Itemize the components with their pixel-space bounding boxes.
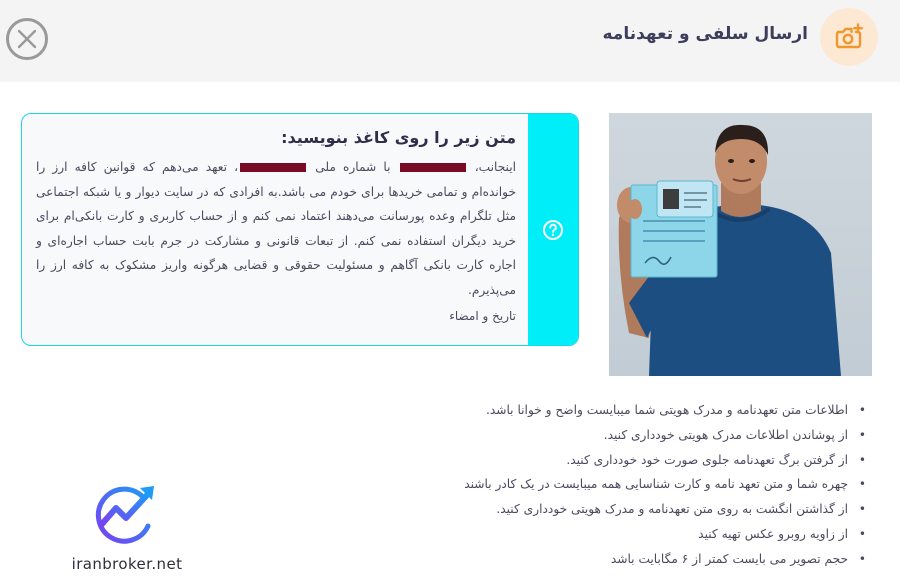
body-start: اینجانب، [474, 160, 517, 174]
signature-line: تاریخ و امضاء [449, 308, 516, 323]
sample-selfie-image [609, 113, 872, 376]
header-icon-badge [820, 8, 878, 66]
help-circle-icon [542, 219, 564, 241]
logo-text: iranbroker.net [71, 555, 183, 573]
commitment-text [36, 128, 516, 323]
rule-item: • حجم تصویر می بایست کمتر از ۶ مگابایت باشد [288, 547, 848, 572]
chart-growth-logo-icon [90, 482, 160, 550]
body-mid: با شماره ملی [315, 160, 391, 174]
commitment-text-box [21, 113, 579, 346]
modal-header [0, 0, 900, 82]
close-icon [16, 28, 38, 50]
close-button[interactable] [6, 18, 48, 60]
body-rest: ، تعهد می‌دهم که قوانین کافه ارز را خوانده‌ام و تمامی خریدها برای خودم می باشد.به افرادی که در سایت دیوار و یا شبکه اجتماعی مثل تلگرام وعده پورسانت می‌دهند اعتماد نمی کنم و از حساب کاربری و کارت بانکی‌ام برای خرید دیگران استفاده نمی کنم. از تبعات قانونی و مشارکت در جرم بابت حساب اجاره‌ای و اجاره کارت بانکی آگاهم و مسئولیت حقوقی و قضایی هرگونه واریز مشکوک به کافه ارز را می‌پذیرم. [36, 160, 516, 297]
add-photo-camera-icon [834, 23, 864, 51]
selfie-rules-list [288, 398, 848, 572]
rule-item: • از زاویه روبرو عکس تهیه کنید [288, 522, 848, 547]
redacted-national-id [240, 163, 306, 172]
redacted-name [400, 163, 466, 172]
help-button[interactable] [542, 219, 564, 241]
rule-item: • از گذاشتن انگشت به روی متن تعهدنامه و مدرک هویتی خودداری کنید. [288, 497, 848, 522]
modal-title: ارسال سلفی و تعهدنامه [602, 24, 808, 44]
commitment-body [36, 155, 516, 303]
help-strip [528, 114, 578, 345]
rule-item: • اطلاعات متن تعهدنامه و مدرک هویتی شما میبایست واضح و خوانا باشد. [288, 398, 848, 423]
commitment-heading: متن زیر را روی کاغذ بنویسید: [281, 128, 516, 147]
iranbroker-logo [68, 480, 186, 580]
rule-item: • از پوشاندن اطلاعات مدرک هویتی خودداری کنید. [288, 423, 848, 448]
rule-item: • چهره شما و متن تعهد نامه و کارت شناسایی همه میبایست در یک کادر باشند [288, 472, 848, 497]
rule-item: • از گرفتن برگ تعهدنامه جلوی صورت خود خودداری کنید. [288, 448, 848, 473]
